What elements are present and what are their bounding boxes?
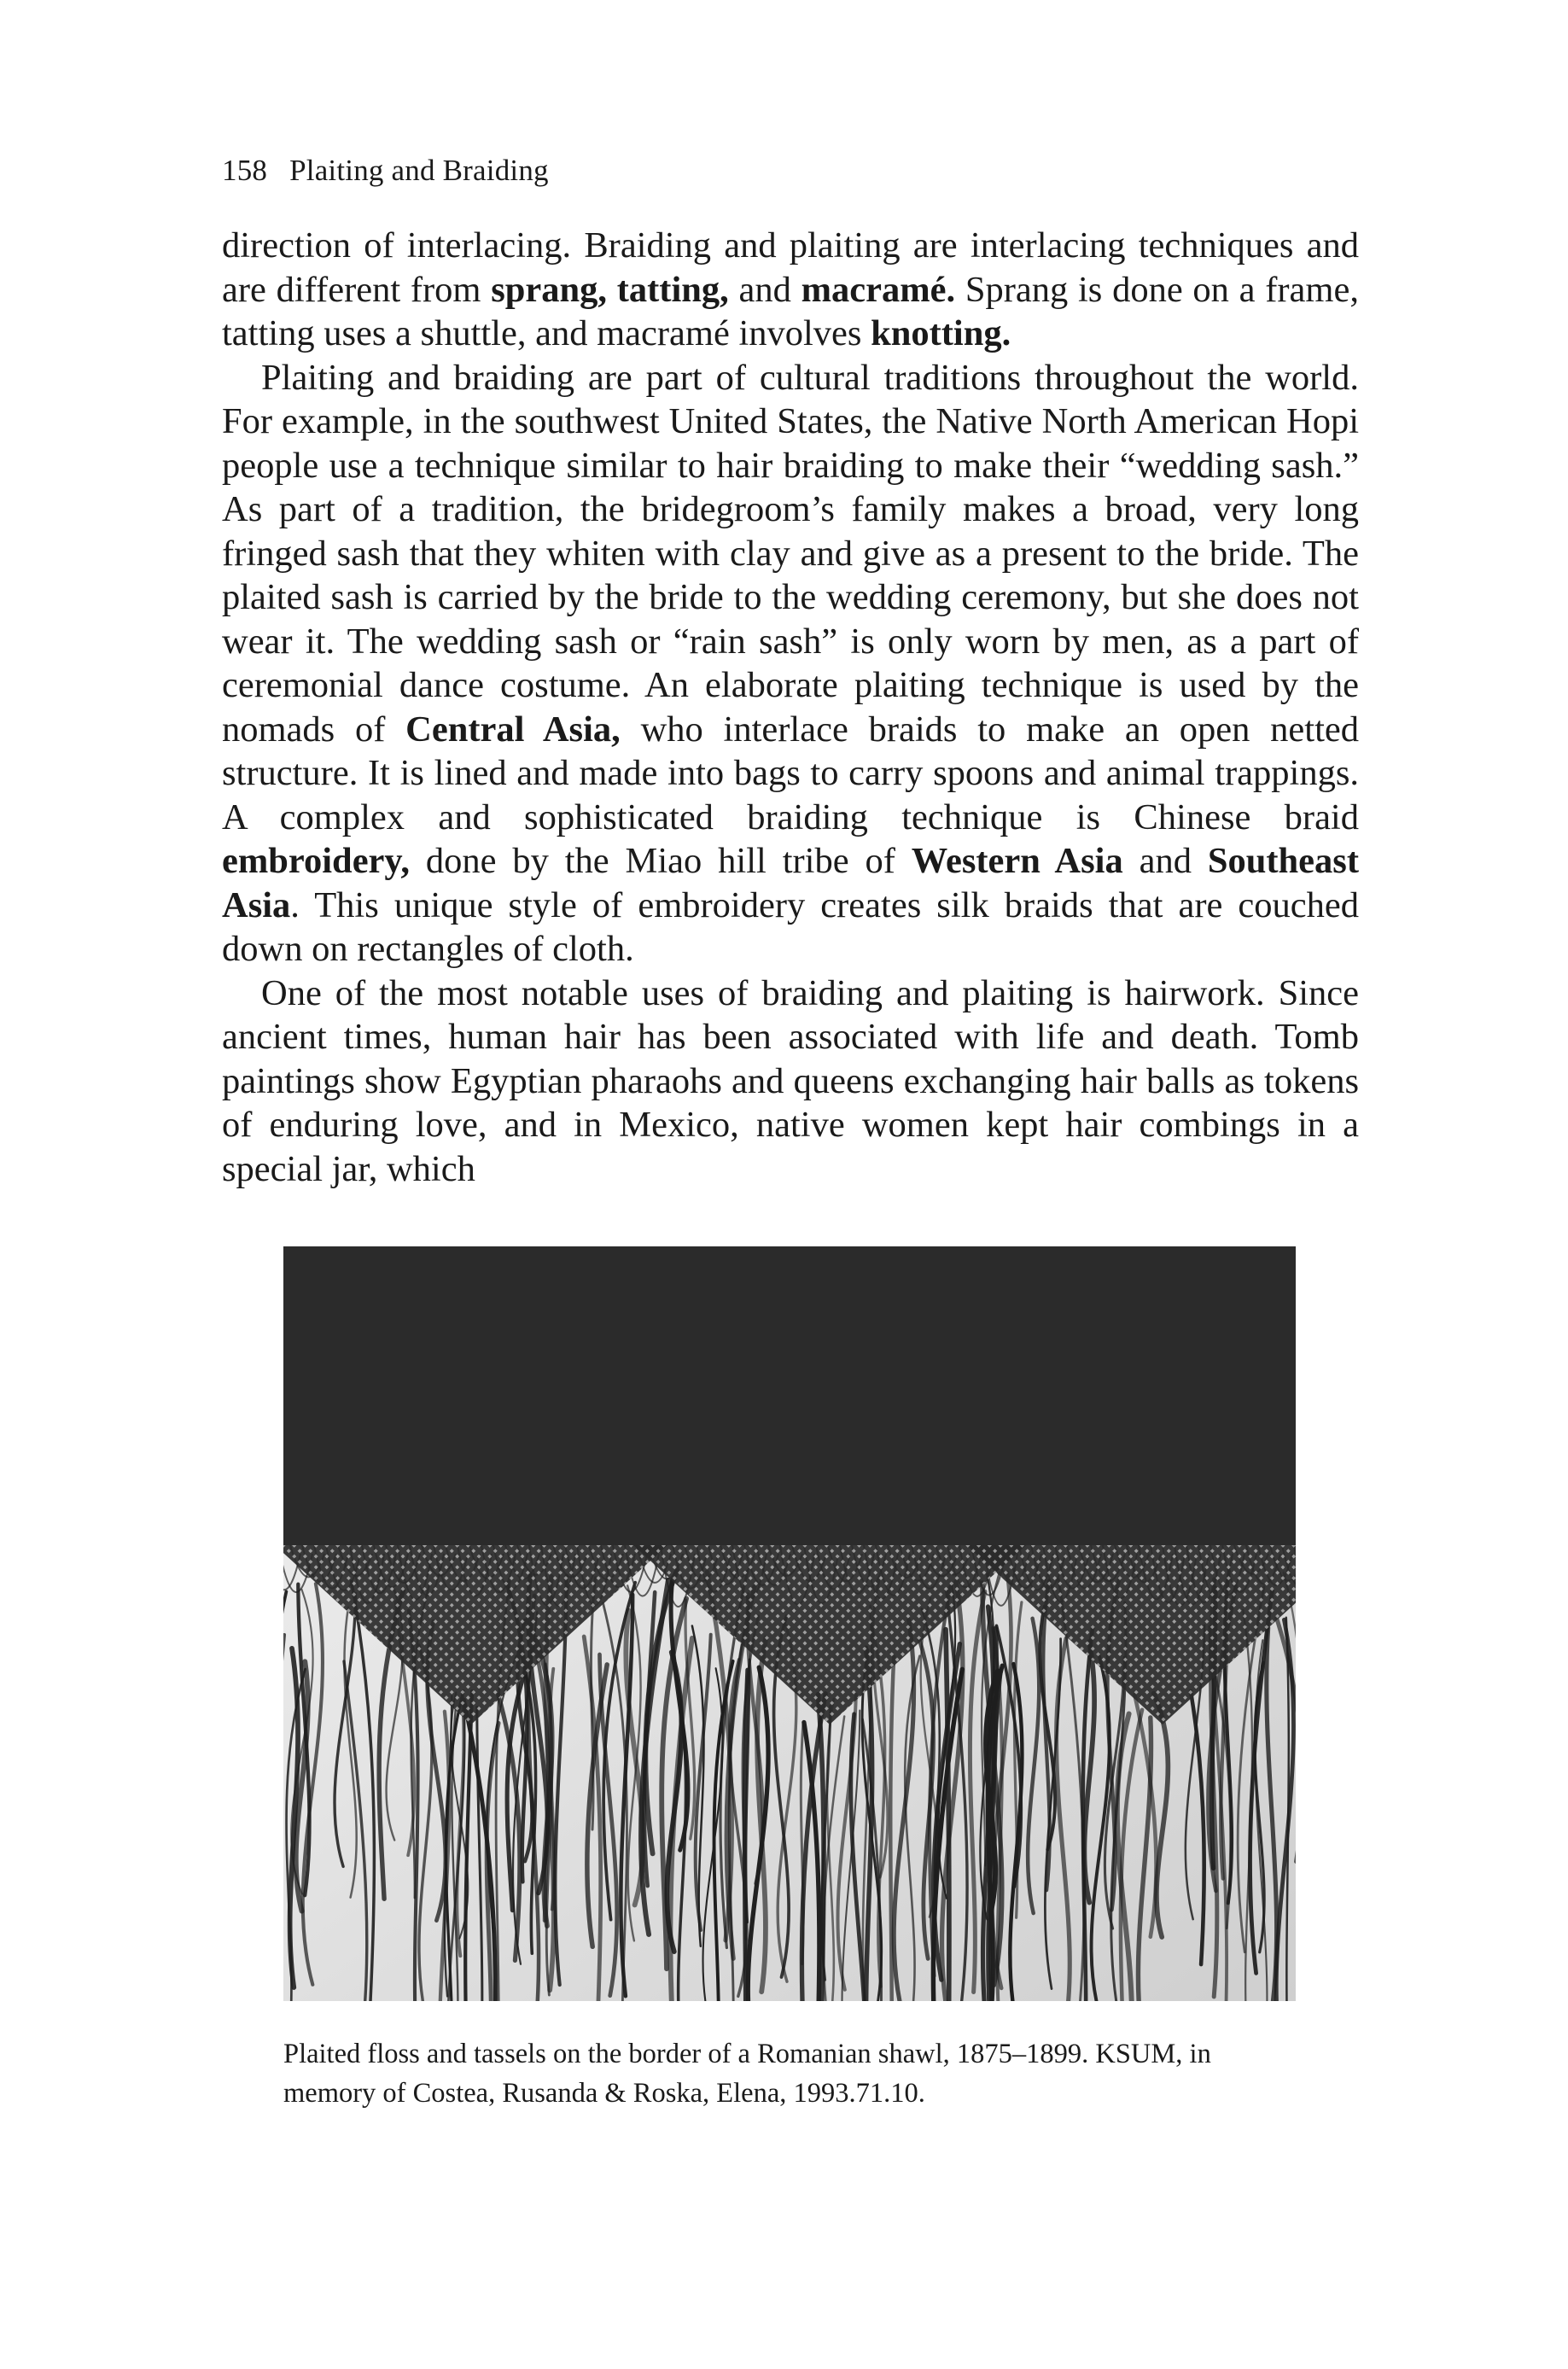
body-paragraph — [222, 356, 1359, 972]
running-header — [222, 154, 549, 188]
shawl-photo — [283, 1246, 1296, 2001]
body-text — [222, 224, 1359, 1191]
text-run: One of the most notable uses of braiding and plaiting is hairwork. Since ancient times, human hair has been associated with life and death. Tomb paintings show Egyptian pharaohs and queens exchanging hair balls as tokens of enduring love, and in Mexico, native women kept hair combings in a special jar, which — [222, 972, 1359, 1189]
text-run: and — [1122, 841, 1208, 881]
text-run: who interlace braids to make an open netted structure. It is lined and made into bags to carry spoons and animal trappings. A complex and sophisticated braiding technique is Chinese braid — [222, 709, 1360, 837]
shawl-fringe-photo — [283, 1246, 1296, 2001]
bold-term: sprang, tatting, — [491, 269, 729, 310]
text-run: and — [728, 269, 801, 310]
page-number: 158 — [222, 154, 268, 187]
text-run: . This unique style of embroidery creates silk braids that are couched down on rectangles of cloth. — [222, 884, 1359, 969]
text-run: done by the Miao hill tribe of — [409, 841, 912, 881]
bold-term: Southeast Asia — [222, 841, 1359, 925]
bold-term: macramé. — [801, 269, 956, 310]
bold-term: Central Asia, — [405, 709, 621, 750]
caption-line-1: Plaited floss and tassels on the border of a Romanian shawl, 1875–1899. KSUM, in — [283, 2039, 1211, 2069]
body-paragraph — [222, 224, 1359, 356]
bold-term: knotting. — [871, 313, 1011, 353]
text-run: direction of interlacing. Braiding and plaiting are interlacing techniques and are different from — [222, 225, 1359, 310]
text-run: Plaiting and braiding are part of cultural traditions throughout the world. For example, in the southwest United States, the Native North American Hopi people use a technique similar to hair braiding to make their “wedding sash.” As part of a tradition, the bridegroom’s family makes a broad, very long fringed sash that they whiten with clay and give as a present to the bride. The plaited sash is carried by the bride to the wedding ceremony, but she does not wear it. The wedding sash or “rain sash” is only worn by men, as a part of ceremonial dance costume. An elaborate plaiting technique is used by the nomads of — [222, 357, 1359, 750]
body-paragraph — [222, 972, 1359, 1192]
text-run: Sprang is done on a frame, tatting uses a shuttle, and macramé involves — [222, 269, 1359, 353]
bold-term: Western Asia — [911, 841, 1123, 881]
figure-caption — [283, 2034, 1299, 2113]
bold-term: embroidery, — [222, 841, 410, 881]
caption-line-2: memory of Costea, Rusanda & Roska, Elena, 1993.71.10. — [283, 2078, 925, 2109]
running-title: Plaiting and Braiding — [289, 154, 549, 187]
